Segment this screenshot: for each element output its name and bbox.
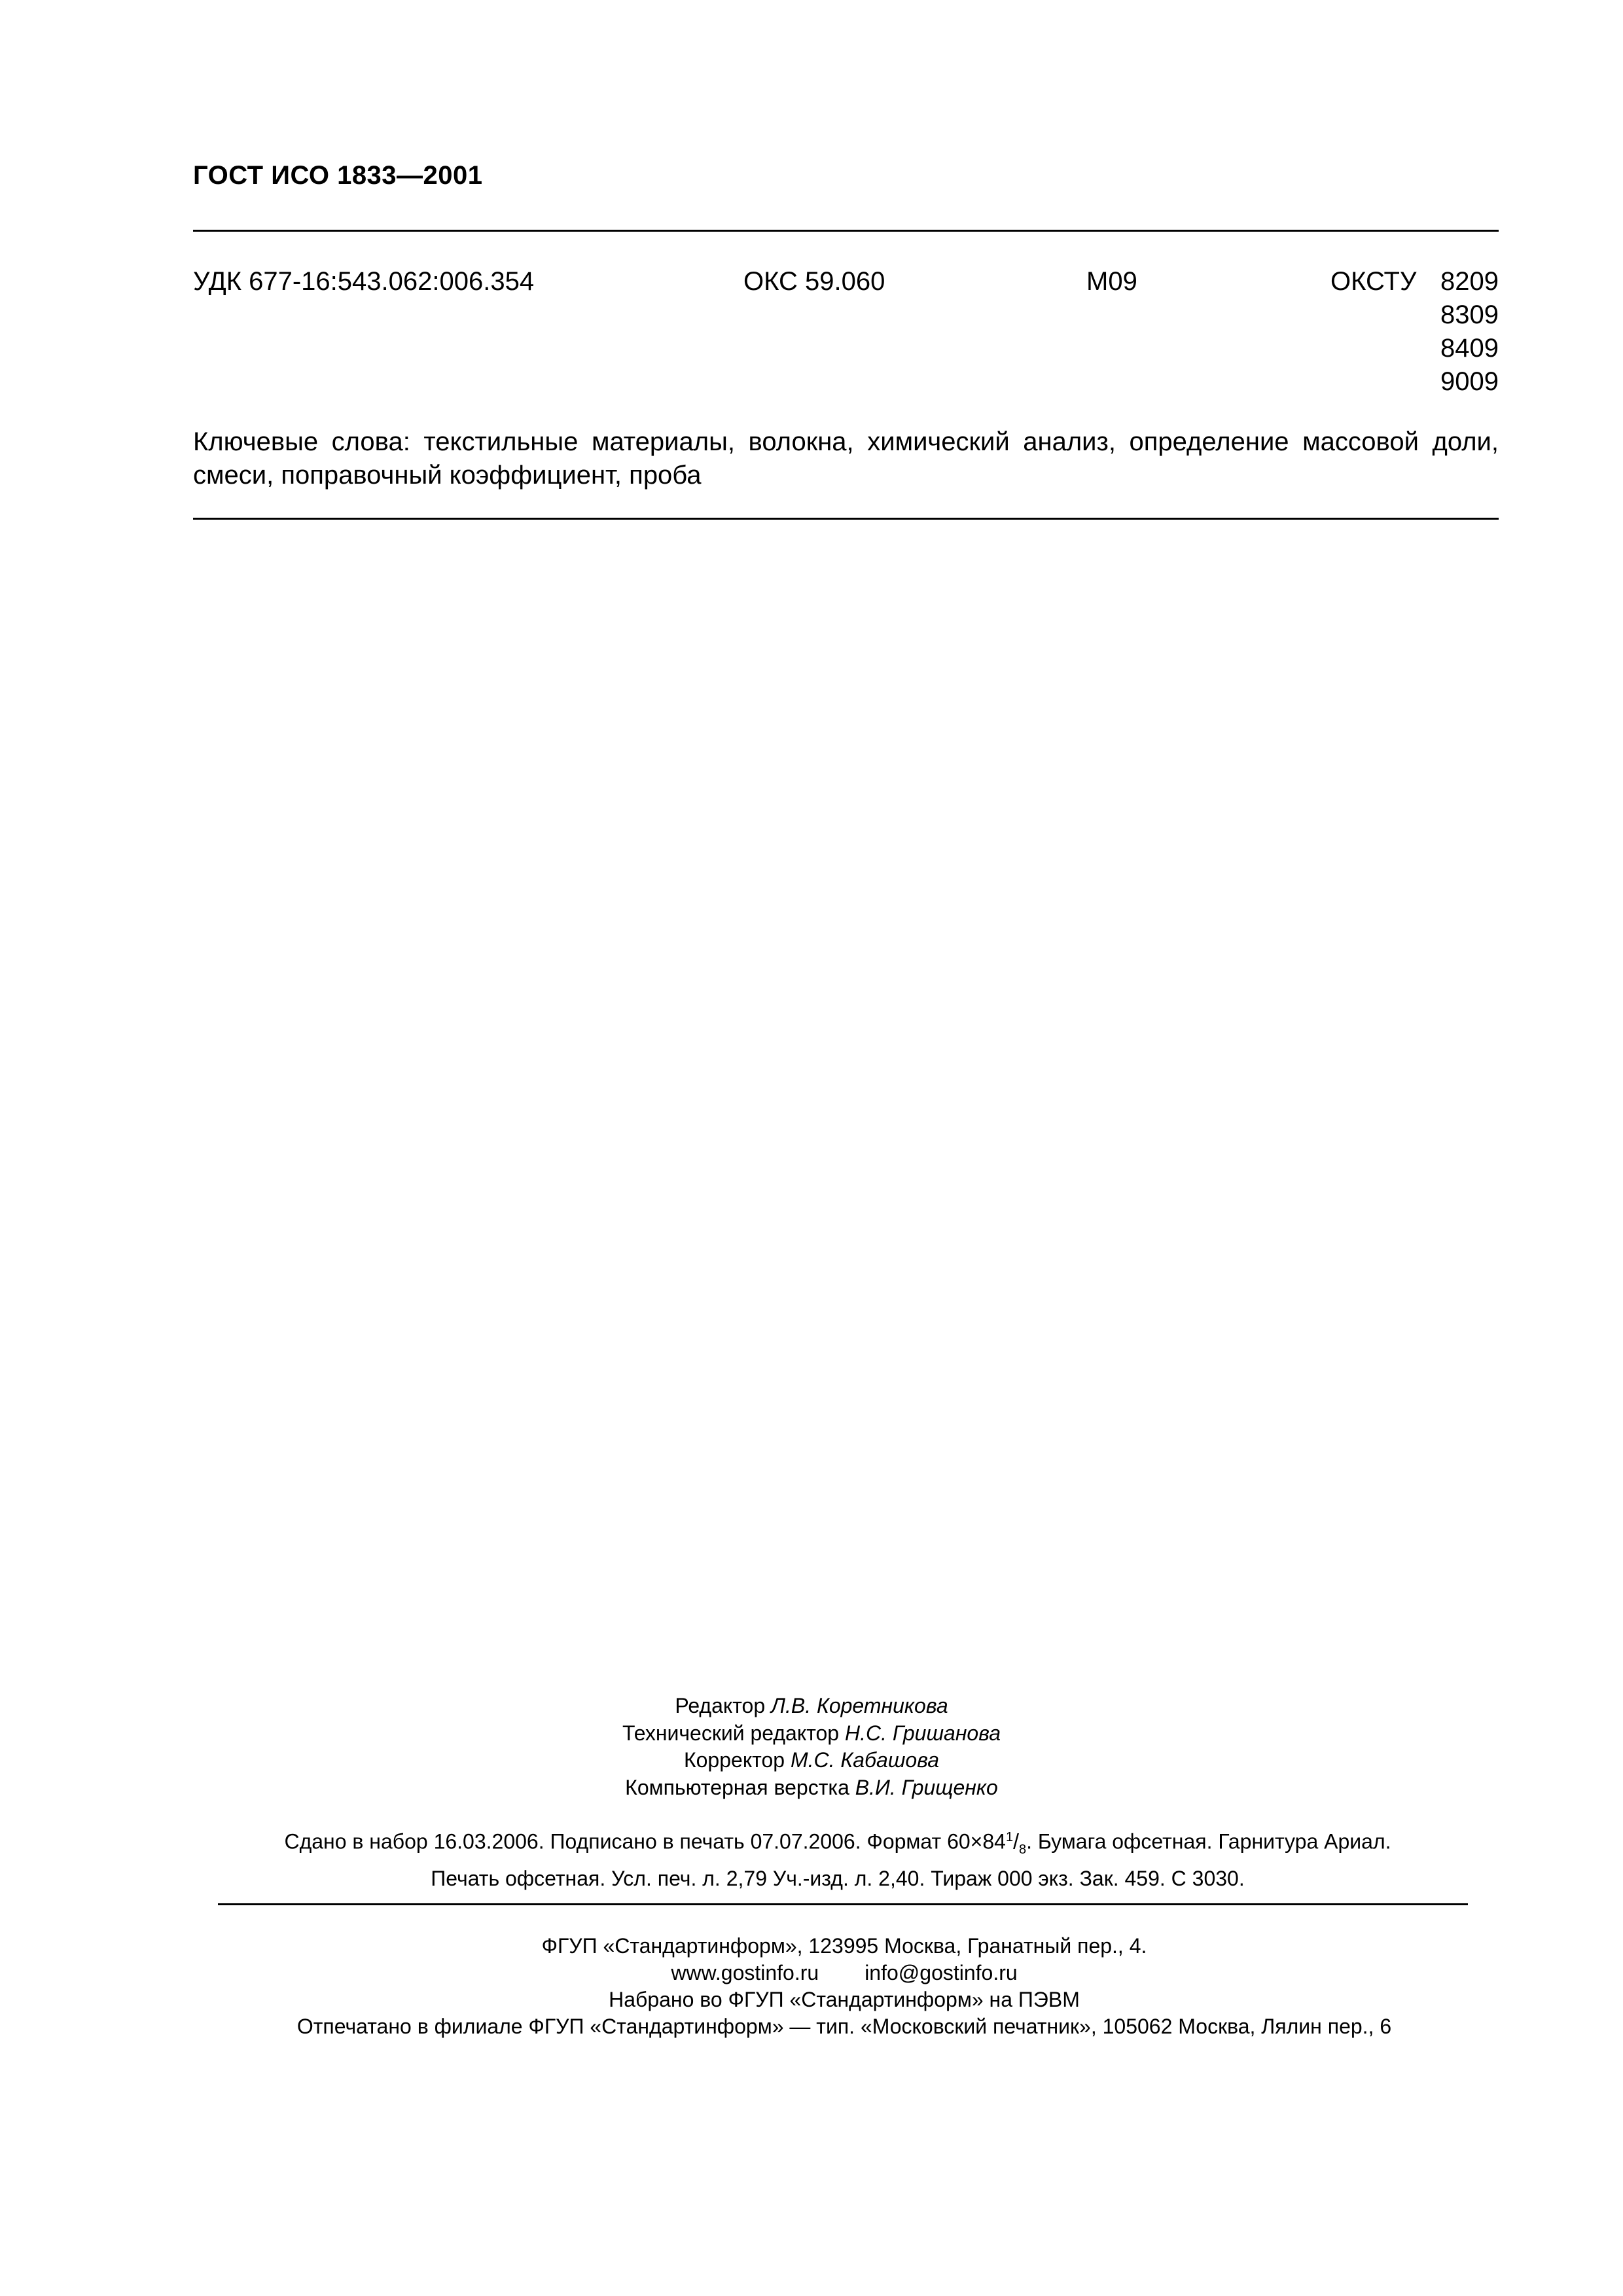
okstu-code: 8309 (1440, 300, 1499, 329)
okstu-code: 8409 (1440, 334, 1499, 363)
publisher-address: ФГУП «Стандартинформ», 123995 Москва, Гранатный пер., 4. (541, 1934, 1147, 1958)
keywords-divider (193, 518, 1499, 520)
document-title: ГОСТ ИСО 1833—2001 (193, 161, 483, 190)
okstu-codes (1433, 265, 1499, 399)
imprint-text: . Бумага офсетная. Гарнитура Ариал. (1026, 1829, 1391, 1854)
imprint-line-2: Печать офсетная. Усл. печ. л. 2,79 Уч.-изд. л. 2,40. Тираж 000 экз. Зак. 459. С 3030. (431, 1867, 1245, 1891)
publisher-contacts (196, 1960, 1492, 1986)
okstu-label: ОКСТУ (1330, 267, 1417, 296)
top-divider (193, 230, 1499, 232)
credit-editor (0, 1693, 1623, 1720)
publisher-typeset: Набрано во ФГУП «Стандартинформ» на ПЭВМ (609, 1988, 1080, 2011)
udk-code: УДК 677-16:543.062:006.354 (193, 267, 535, 296)
credit-role: Корректор (683, 1748, 785, 1772)
credit-person: М.С. Кабашова (790, 1748, 939, 1772)
credit-layout (0, 1774, 1623, 1802)
format-denominator: 8 (1018, 1842, 1027, 1857)
credits-block (0, 1693, 1623, 1801)
credit-person: Л.В. Коретникова (771, 1694, 948, 1717)
oks-code: ОКС 59.060 (743, 267, 885, 296)
imprint-divider (218, 1903, 1468, 1905)
credit-person: В.И. Грищенко (855, 1775, 998, 1799)
publisher-printed: Отпечатано в филиале ФГУП «Стандартинформ» — тип. «Московский печатник», 105062 Москва, Лялин пер., 6 (296, 2015, 1392, 2038)
imprint-block (223, 1823, 1453, 1893)
imprint-text: Сдано в набор 16.03.2006. Подписано в печать 07.07.2006. Формат 60×84 (284, 1829, 1006, 1854)
publisher-website[interactable]: www.gostinfo.ru (671, 1961, 819, 1984)
publisher-block (196, 1933, 1492, 2040)
publisher-email[interactable]: info@gostinfo.ru (865, 1961, 1018, 1984)
credit-role: Редактор (675, 1694, 766, 1717)
credit-tech-editor (0, 1720, 1623, 1748)
credit-role: Технический редактор (622, 1721, 840, 1745)
credit-proofreader (0, 1747, 1623, 1774)
credit-role: Компьютерная верстка (625, 1775, 849, 1799)
imprint-line-1: Сдано в набор 16.03.2006. Подписано в печать 07.07.2006. Формат $60\times 84^1/_8$. Бумага офсетная. Гарнитура Ариал. (284, 1829, 1391, 1857)
okstu-code: 8209 (1440, 267, 1499, 296)
group-code: М09 (1086, 267, 1137, 296)
keywords: Ключевые слова: текстильные материалы, волокна, химический анализ, определение массовой доли, смеси, поправочный коэффициент, проба (193, 427, 1499, 490)
credit-person: Н.С. Гришанова (844, 1721, 1001, 1745)
okstu-code: 9009 (1440, 367, 1499, 396)
format-numerator: 1 (1005, 1830, 1014, 1844)
